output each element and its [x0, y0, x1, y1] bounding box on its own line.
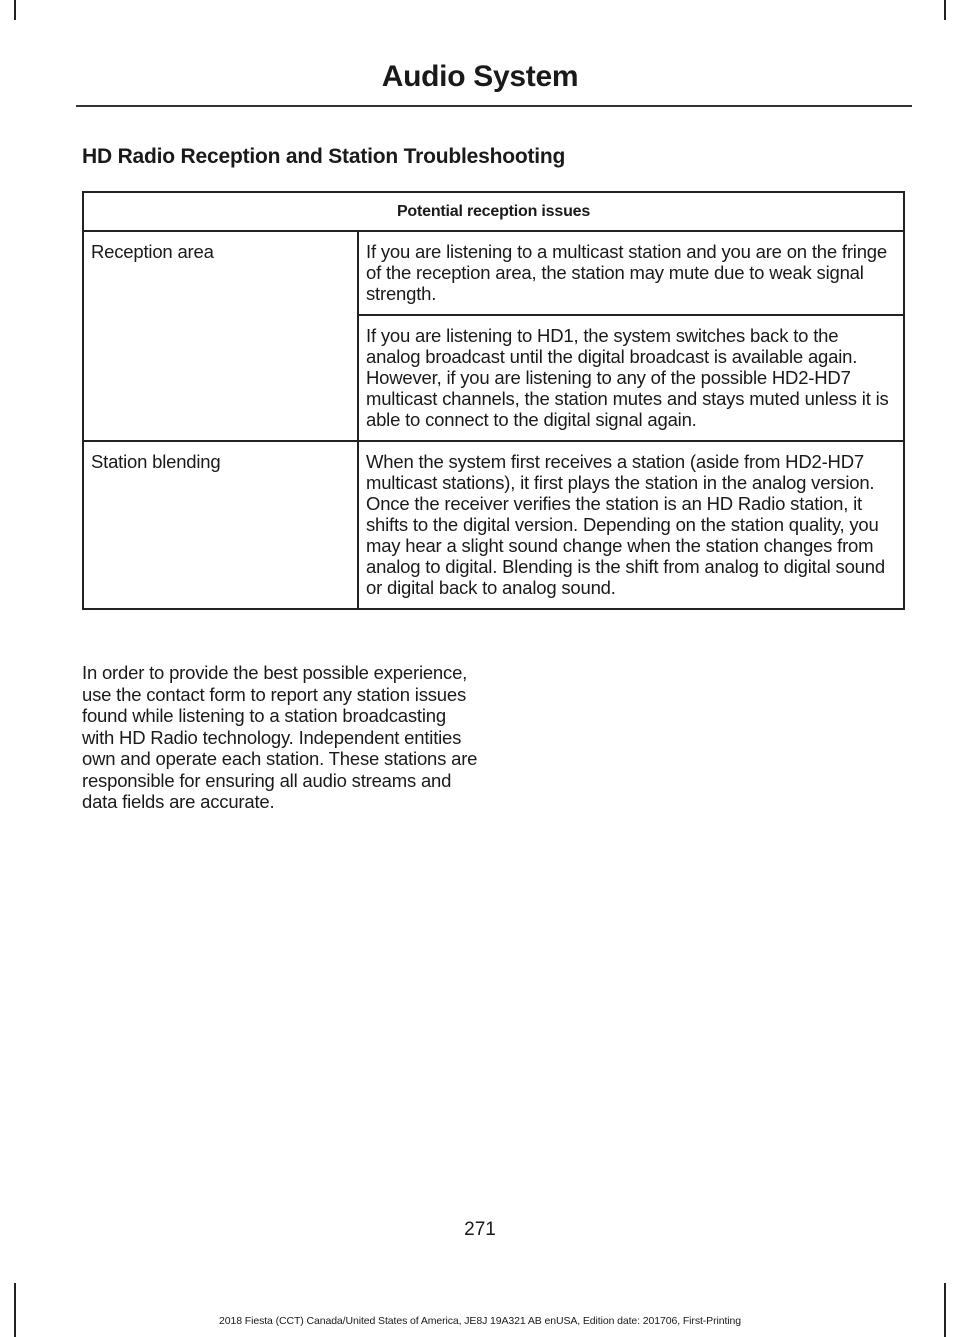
crop-mark-bottom-left [14, 1283, 16, 1337]
table-topic-cell [83, 315, 358, 441]
crop-mark-top-right [944, 0, 946, 20]
table-text-cell: If you are listening to HD1, the system switches back to the analog broadcast until the digital broadcast is available again. However, if you are listening to any of the possible HD2-HD7 multicast channels, the station mutes and stays muted unless it is able to connect to the digital signal again. [358, 315, 904, 441]
table-topic-cell: Reception area [83, 231, 358, 315]
page-number: 271 [464, 1219, 496, 1240]
table-topic-cell: Station blending [83, 441, 358, 609]
table-caption-row [83, 192, 904, 231]
page-header-title: Audio System [381, 60, 579, 93]
header-divider [76, 105, 912, 107]
section-heading: HD Radio Reception and Station Troubleshooting [82, 145, 566, 168]
reception-issues-table [82, 191, 905, 610]
crop-mark-bottom-right [944, 1283, 946, 1337]
table-row [83, 441, 904, 609]
table-row [83, 315, 904, 441]
table-text-cell: When the system first receives a station (aside from HD2-HD7 multicast stations), it first plays the station in the analog version. Once the receiver verifies the station is an HD Radio station, it shifts to the digital version. Depending on the station quality, you may hear a slight sound change when the station changes from analog to digital. Blending is the shift from analog to digital sound or digital back to analog sound. [358, 441, 904, 609]
crop-mark-top-left [14, 0, 16, 20]
table-text-cell: If you are listening to a multicast station and you are on the fringe of the reception area, the station may mute due to weak signal strength. [358, 231, 904, 315]
body-paragraph: In order to provide the best possible experience, use the contact form to report any station issues found while listening to a station broadcasting with HD Radio technology. Independent entities own and operate each station. These stations are responsible for ensuring all audio streams and data fields are accurate. [82, 662, 478, 812]
edition-footer: 2018 Fiesta (CCT) Canada/United States of America, JE8J 19A321 AB enUSA, Edition date: 201706, First-Printing [219, 1315, 741, 1327]
table-row [83, 231, 904, 315]
table-caption: Potential reception issues [83, 192, 904, 231]
